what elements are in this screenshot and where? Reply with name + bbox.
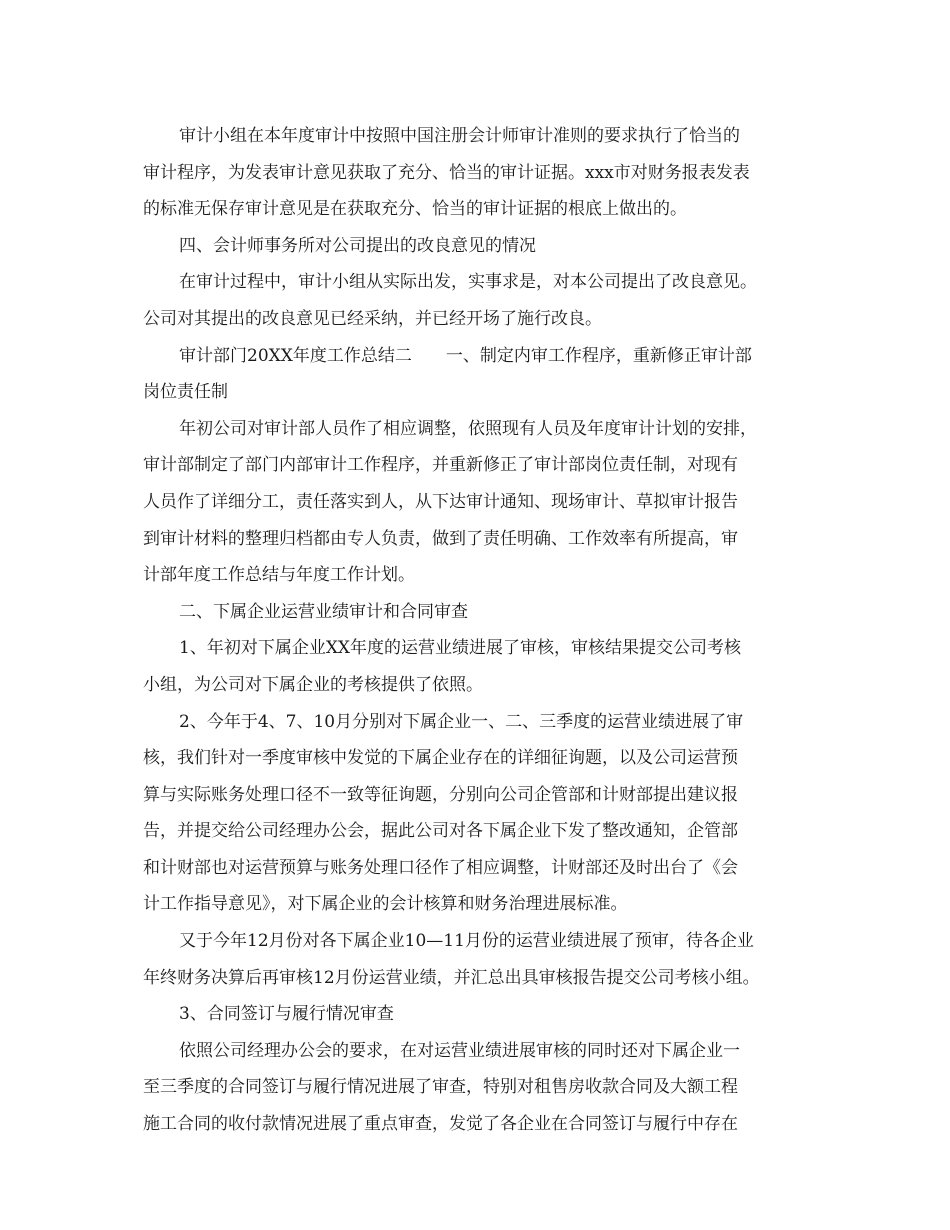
text-line: 岗位责任制 <box>143 382 228 403</box>
text-line: 和计财部也对运营预算与账务处理口径作了相应调整，计财部还及时出台了《会 <box>143 857 738 878</box>
text-line: 审计部制定了部门内部审计工作程序，并重新修正了审计部岗位责任制，对现有 <box>143 455 738 476</box>
text-line: 小组，为公司对下属企业的考核提供了依照。 <box>143 674 483 695</box>
text-line: 告，并提交给公司经理办公会，据此公司对各下属企业下发了整改通知，企管部 <box>143 821 738 842</box>
text-line: 至三季度的合同签订与履行情况进展了审查，特别对租售房收款合同及大额工程 <box>143 1077 738 1098</box>
text-line: 施工合同的收付款情况进展了重点审查，发觉了各企业在合同签订与履行中存在 <box>143 1114 738 1135</box>
text-line: 审计程序，为发表审计意见获取了充分、恰当的审计证据。xxx市对财务报表发表 <box>143 162 750 183</box>
text-line: 的标准无保存审计意见是在获取充分、恰当的审计证据的根底上做出的。 <box>143 199 687 220</box>
section-heading: 二、下属企业运营业绩审计和合同审查 <box>179 601 468 622</box>
text-line: 算与实际账务处理口径不一致等征询题，分别向公司企管部和计财部提出建议报 <box>143 784 738 805</box>
text-line: 依照公司经理办公会的要求，在对运营业绩进展审核的同时还对下属企业一 <box>179 1040 740 1061</box>
text-line: 又于今年12月份对各下属企业10—11月份的运营业绩进展了预审，待各企业 <box>179 931 754 952</box>
text-line: 核，我们针对一季度审核中发觉的下属企业存在的详细征询题，以及公司运营预 <box>143 748 738 769</box>
text-line: 年初公司对审计部人员作了相应调整，依照现有人员及年度审计计划的安排， <box>179 418 757 439</box>
text-line: 计部年度工作总结与年度工作计划。 <box>143 565 415 586</box>
section-heading: 四、会计师事务所对公司提出的改良意见的情况 <box>179 235 536 256</box>
section-heading: 审计部门20XX年度工作总结二 一、制定内审工作程序，重新修正审计部 <box>179 345 752 366</box>
section-heading: 3、合同签订与履行情况审查 <box>179 1004 394 1025</box>
text-line: 1、年初对下属企业XX年度的运营业绩进展了审核，审核结果提交公司考核 <box>179 638 742 659</box>
text-line: 到审计材料的整理归档都由专人负责，做到了责任明确、工作效率有所提高，审 <box>143 528 738 549</box>
text-line: 年终财务决算后再审核12月份运营业绩，并汇总出具审核报告提交公司考核小组。 <box>143 967 760 988</box>
text-line: 计工作指导意见》，对下属企业的会计核算和财务治理进展标准。 <box>143 894 628 915</box>
text-line: 在审计过程中，审计小组从实际出发，实事求是，对本公司提出了改良意见。 <box>179 272 757 293</box>
text-line: 公司对其提出的改良意见已经采纳，并已经开场了施行改良。 <box>143 308 602 329</box>
text-line: 审计小组在本年度审计中按照中国注册会计师审计准则的要求执行了恰当的 <box>179 126 740 146</box>
text-line: 2、今年于4、7、10月分别对下属企业一、二、三季度的运营业绩进展了审 <box>179 711 744 732</box>
text-line: 人员作了详细分工，责任落实到人，从下达审计通知、现场审计、草拟审计报告 <box>143 491 738 512</box>
document-body <box>143 118 813 1143</box>
